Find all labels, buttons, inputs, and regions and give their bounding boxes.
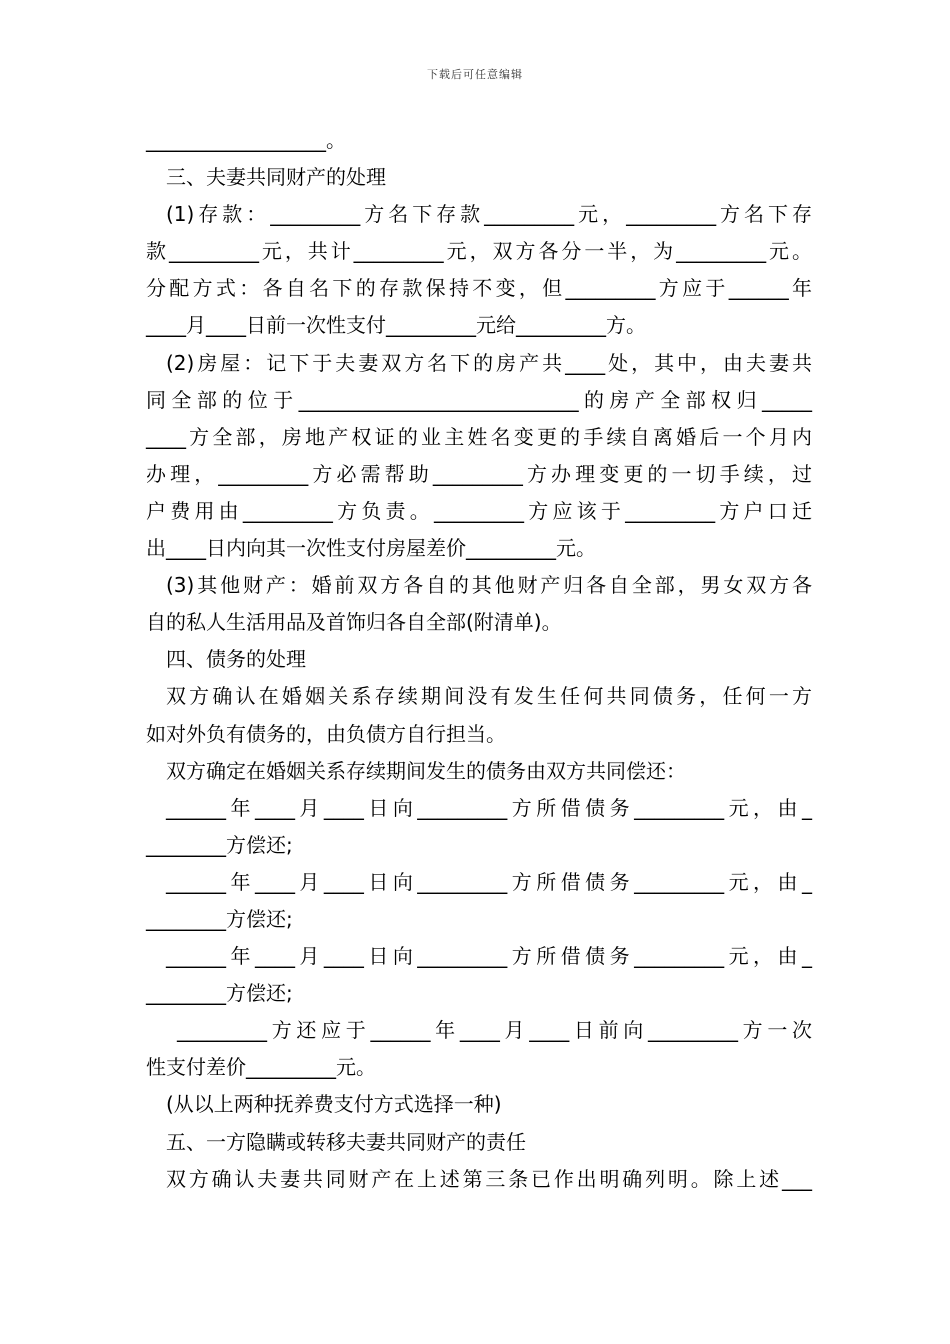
- page-header: 下载后可任意编辑: [427, 68, 523, 81]
- text-line: ________方偿还;: [146, 832, 293, 857]
- text-line: ______年____月____日向_________方所借债务_________元，由_: [166, 869, 812, 894]
- text-line: ________方偿还;: [146, 981, 293, 1006]
- text-line: 双方确认在婚姻关系存续期间没有发生任何共同债务，任何一方: [166, 684, 812, 709]
- text-line: 分配方式：各自名下的存款保持不变，但_________方应于______年: [146, 276, 812, 301]
- text-line: _________方还应于______年____月____日前向_________方一次: [166, 1018, 812, 1043]
- text-line: 如对外负有债务的，由负债方自行担当。: [146, 721, 506, 746]
- text-line: ____方全部，房地产权证的业主姓名变更的手续自离婚后一个月内: [146, 424, 812, 449]
- text-line: 五、一方隐瞒或转移夫妻共同财产的责任: [166, 1129, 526, 1154]
- text-line: (1)存款：_________方名下存款_________元，_________方名下存: [166, 202, 812, 227]
- text-line: (2)房屋：记下于夫妻双方名下的房产共____处，其中，由夫妻共: [166, 350, 812, 375]
- text-line: 四、债务的处理: [166, 647, 306, 672]
- text-line: 性支付差价_________元。: [146, 1055, 376, 1080]
- text-line: (从以上两种抚养费支付方式选择一种): [166, 1092, 502, 1117]
- text-line: (3)其他财产：婚前双方各自的其他财产归各自全部，男女双方各: [166, 573, 812, 598]
- text-line: 户费用由_________方负责。_________方应该于_________方户口迁: [146, 498, 812, 523]
- document-body: [146, 122, 812, 1198]
- text-line: ________方偿还;: [146, 906, 293, 931]
- text-line: 三、夫妻共同财产的处理: [166, 165, 386, 190]
- text-line: 双方确定在婚姻关系存续期间发生的债务由双方共同偿还：: [166, 758, 686, 783]
- text-line: 办理，_________方必需帮助_________方办理变更的一切手续，过: [146, 461, 812, 486]
- text-line: 自的私人生活用品及首饰归各自全部(附清单)。: [146, 610, 562, 635]
- text-line: __________________。: [146, 128, 346, 152]
- text-line: ______年____月____日向_________方所借债务_________元，由_: [166, 944, 812, 969]
- text-line: 同全部的位于____________________________的房产全部权归_____: [146, 387, 812, 412]
- text-line: ____月____日前一次性支付_________元给_________方。: [146, 313, 646, 338]
- text-line: 双方确认夫妻共同财产在上述第三条已作出明确列明。除上述___: [166, 1166, 812, 1191]
- text-line: ______年____月____日向_________方所借债务_________元，由_: [166, 795, 812, 820]
- text-line: 出____日内向其一次性支付房屋差价_________元。: [146, 536, 596, 561]
- text-line: 款_________元，共计_________元，双方各分一半，为_________元。: [146, 239, 812, 264]
